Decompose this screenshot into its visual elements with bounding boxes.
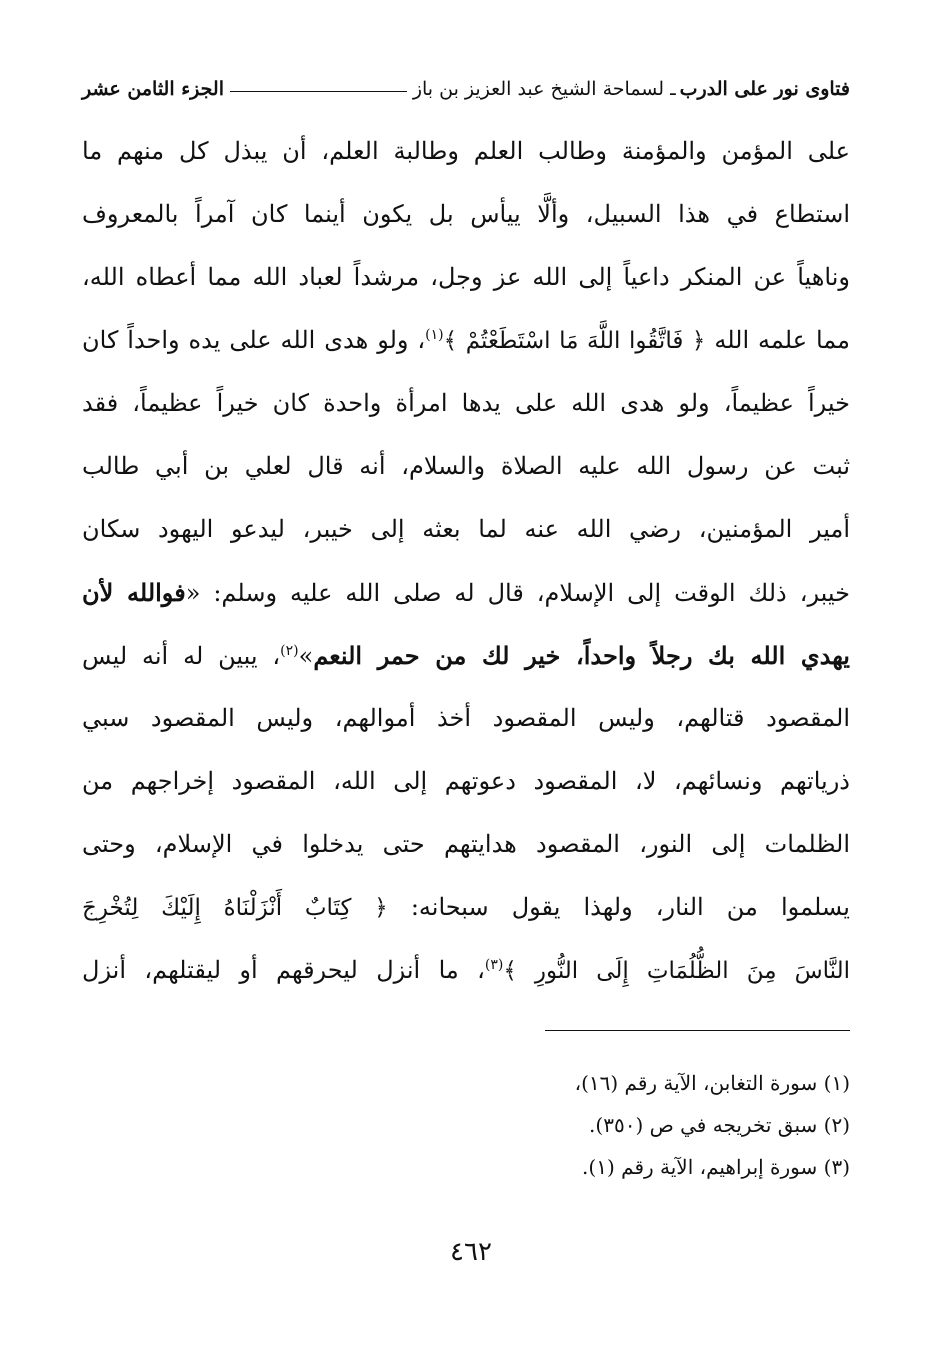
footnote-ref: (١) [425, 327, 444, 343]
body-text [82, 120, 850, 1002]
text-line: يسلموا من النار، ولهذا يقول سبحانه: ﴿ كِتَابٌ أَنْزَلْنَاهُ إِلَيْكَ لِتُخْرِجَ [82, 893, 850, 921]
text-line: مما علمه الله ﴿ فَاتَّقُوا اللَّهَ مَا اسْتَطَعْتُمْ ﴾$^{(١)}$، ولو هدى الله على يده واحداً كان [82, 326, 850, 354]
author-name: ـ لسماحة الشيخ عبد العزيز بن باز [412, 78, 676, 100]
text-line: المقصود قتالهم، وليس المقصود أخذ أموالهم، وليس المقصود سبي [82, 704, 850, 732]
text-line: الظلمات إلى النور، المقصود هدايتهم حتى يدخلوا في الإسلام، وحتى [82, 830, 850, 858]
footnote-separator [545, 1030, 850, 1031]
text-line: أمير المؤمنين، رضي الله عنه لما بعثه إلى خيبر، ليدعو اليهود سكان [82, 515, 850, 543]
page-number: ٤٦٢ [450, 1237, 492, 1267]
footnote-item: (١) سورة التغابن، الآية رقم (١٦)، [574, 1071, 850, 1095]
footnote-ref: (٣) [484, 957, 504, 973]
footnotes [82, 1062, 850, 1188]
hadith-text: يهدي الله بك رجلاً واحداً، خير لك من حمر النعم [313, 641, 850, 670]
footnote-ref: (٢) [280, 643, 299, 659]
part-number: الجزء الثامن عشر [82, 78, 224, 100]
text-line: ثبت عن رسول الله عليه الصلاة والسلام، أنه قال لعلي بن أبي طالب [82, 452, 850, 480]
text-line: خيراً عظيماً، ولو هدى الله على يدها امرأة واحدة كان خيراً عظيماً، فقد [82, 389, 850, 417]
text-line: ذرياتهم ونسائهم، لا، المقصود دعوتهم إلى الله، المقصود إخراجهم من [82, 767, 850, 795]
text-line: النَّاسَ مِنَ الظُّلُمَاتِ إِلَى النُّورِ ﴾$^{(٣)}$، ما أنزل ليحرقهم أو ليقتلهم، أنزل [82, 956, 850, 984]
book-title: فتاوى نور على الدرب [679, 78, 850, 100]
running-header [82, 72, 850, 106]
text-line: استطاع في هذا السبيل، وألَّا ييأس بل يكون أينما كان آمراً بالمعروف [82, 200, 850, 228]
text-line: خيبر، ذلك الوقت إلى الإسلام، قال له صلى الله عليه وسلم: «فوالله لأن [82, 578, 850, 607]
text-line: يهدي الله بك رجلاً واحداً، خير لك من حمر النعم»$^{(٢)}$، يبين له أنه ليس [82, 641, 850, 670]
header-rule [230, 91, 407, 92]
text-line: وناهياً عن المنكر داعياً إلى الله عز وجل، مرشداً لعباد الله مما أعطاه الله، [82, 263, 850, 291]
quran-verse: النَّاسَ مِنَ الظُّلُمَاتِ إِلَى النُّورِ ﴾ [503, 958, 850, 984]
quran-verse: ﴿ فَاتَّقُوا اللَّهَ مَا اسْتَطَعْتُمْ ﴾ [443, 328, 706, 354]
text-line: على المؤمن والمؤمنة وطالب العلم وطالبة العلم، أن يبذل كل منهم ما [82, 137, 850, 165]
quran-verse: ﴿ كِتَابٌ أَنْزَلْنَاهُ إِلَيْكَ لِتُخْرِجَ [82, 895, 388, 921]
hadith-text: فوالله لأن [82, 578, 186, 607]
footnote-item: (٣) سورة إبراهيم، الآية رقم (١). [582, 1155, 850, 1179]
footnote-item: (٢) سبق تخريجه في ص (٣٥٠). [589, 1113, 850, 1137]
